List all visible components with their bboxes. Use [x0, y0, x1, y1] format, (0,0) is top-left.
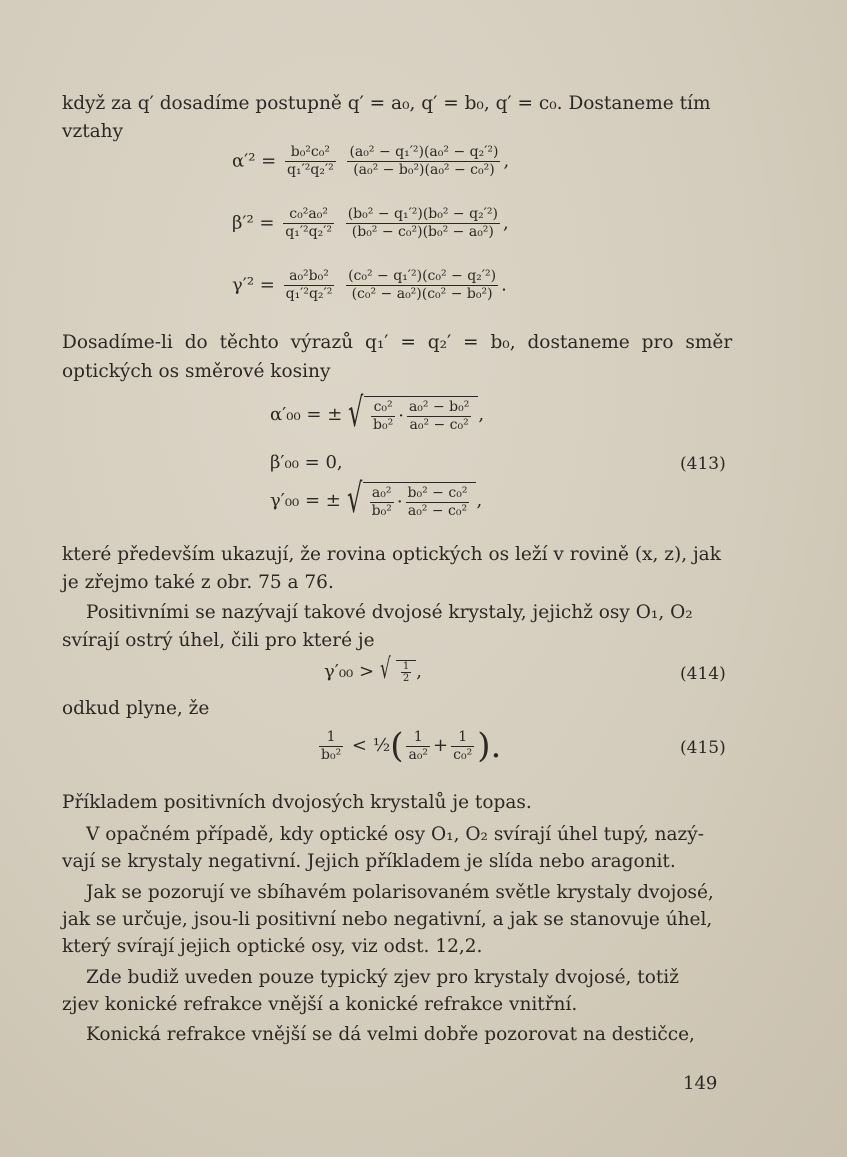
eq415-open-paren: (	[390, 726, 404, 766]
eq414-frac-num: 1	[402, 661, 410, 672]
eq413-gamma-tail: ,	[476, 490, 483, 511]
eq-gamma-num: (c₀² − q₁′²)(c₀² − q₂′²)	[348, 268, 497, 284]
intro-line-1: když za q′ dosadíme postupně q′ = a₀, q′ = b₀, q′ = c₀. Dostaneme tím	[62, 93, 711, 114]
radical-sign-icon: √	[379, 652, 391, 685]
equation-number-414: (414)	[680, 664, 726, 684]
para8-line-2: zjev konické refrakce vnější a konické refrakce vnitřní.	[62, 994, 578, 1015]
eq414-lhs: γ′₀₀ >	[324, 661, 375, 682]
eq-beta-lhs: β′² =	[232, 212, 275, 234]
equation-414	[324, 652, 422, 685]
eq-gamma-coef-num: a₀²b₀²	[284, 268, 335, 286]
eq-alpha-coef	[285, 144, 336, 179]
equation-number-415: (415)	[680, 738, 726, 758]
equation-beta	[232, 206, 509, 241]
eq-gamma-den: (c₀² − a₀²)(c₀² − b₀²)	[351, 286, 493, 302]
eq-alpha-den: (a₀² − b₀²)(a₀² − c₀²)	[353, 162, 495, 178]
eq413-alpha-f2	[407, 399, 471, 434]
eq413-alpha-f1-den: b₀²	[373, 417, 394, 433]
eq415-f2-den: a₀²	[408, 746, 429, 763]
eq-beta-coef-num: c₀²a₀²	[283, 206, 334, 224]
eq415-f3-den: c₀²	[453, 746, 473, 763]
equation-gamma	[232, 268, 507, 303]
equation-alpha	[232, 144, 509, 179]
eq415-f2-num: 1	[406, 729, 430, 747]
eq413-alpha-f1-num: c₀²	[371, 399, 395, 417]
eq413-gamma-f2-num: b₀² − c₀²	[407, 485, 468, 501]
eq414-tail: ,	[416, 661, 422, 682]
eq415-f1-num: 1	[319, 729, 343, 747]
para1-line-2: optických os směrové kosiny	[62, 361, 331, 382]
eq415-f3	[451, 729, 474, 764]
eq-gamma-coef	[284, 268, 335, 303]
equation-413-alpha	[270, 390, 485, 436]
equation-number-413: (413)	[680, 454, 726, 474]
para5-line-1: Příkladem positivních dvojosých krystalů je topas.	[62, 792, 532, 813]
eq413-alpha-f1	[371, 399, 395, 434]
eq415-f1-den: b₀²	[321, 746, 342, 763]
eq414-frac-den: 2	[402, 673, 410, 684]
sqrt-414	[379, 652, 416, 685]
page-number: 149	[683, 1073, 718, 1094]
eq413-alpha-tail: ,	[478, 404, 485, 425]
para7-line-3: který svírají jejich optické osy, viz odst. 12,2.	[62, 936, 483, 957]
equation-415	[316, 726, 501, 766]
para7-line-2: jak se určuje, jsou-li positivní nebo negativní, a jak se stanovuje úhel,	[62, 909, 713, 930]
radical-sign-icon: √	[348, 390, 364, 436]
eq415-op: <	[351, 735, 368, 756]
eq413-gamma-f2-den: a₀² − c₀²	[407, 503, 468, 519]
eq413-gamma-f1	[370, 485, 394, 520]
para8-line-1: Zde budiž uveden pouze typický zjev pro krystaly dvojosé, totiž	[86, 967, 679, 988]
eq-alpha-lhs: α′² =	[232, 150, 277, 172]
eq415-f2	[406, 729, 430, 764]
eq413-gamma-dot: ·	[396, 491, 403, 513]
eq415-f1	[319, 729, 343, 764]
eq-gamma-tail: .	[501, 274, 507, 296]
eq415-half: ½	[372, 735, 391, 756]
para9-line-1: Konická refrakce vnější se dá velmi dobře pozorovat na destičce,	[86, 1024, 695, 1045]
eq-gamma-lhs: γ′² =	[232, 274, 275, 296]
eq415-close-paren: ).	[477, 726, 502, 766]
radical-sign-icon: √	[346, 476, 362, 522]
eq415-f3-num: 1	[451, 729, 474, 747]
eq414-frac	[401, 661, 411, 684]
equation-413-beta: β′₀₀ = 0,	[270, 452, 343, 473]
sqrt-alpha	[348, 390, 478, 436]
eq-beta-coef-den: q₁′²q₂′²	[285, 224, 332, 240]
sqrt-gamma	[346, 476, 477, 522]
eq413-alpha-lhs: α′₀₀ = ±	[270, 404, 343, 425]
eq-beta-num: (b₀² − q₁′²)(b₀² − q₂′²)	[347, 206, 498, 222]
para4-line-1: odkud plyne, že	[62, 698, 210, 719]
para3-line-2: svírají ostrý úhel, čili pro které je	[62, 630, 375, 651]
para3-line-1: Positivními se nazývají takové dvojosé krystaly, jejichž osy O₁, O₂	[86, 602, 693, 623]
eq-beta-coef	[283, 206, 334, 241]
eq-alpha-main	[347, 144, 500, 179]
para6-line-2: vají se krystaly negativní. Jejich příkladem je slída nebo aragonit.	[62, 851, 676, 872]
eq413-gamma-f2	[406, 485, 470, 520]
intro-line-2: vztahy	[62, 121, 124, 142]
eq-gamma-main	[346, 268, 498, 303]
eq413-gamma-f1-num: a₀²	[370, 485, 394, 503]
eq-alpha-num: (a₀² − q₁′²)(a₀² − q₂′²)	[349, 144, 499, 160]
eq413-gamma-lhs: γ′₀₀ = ±	[270, 490, 341, 511]
eq-beta-tail: ,	[502, 212, 509, 234]
eq413-alpha-dot: ·	[398, 405, 404, 427]
eq413-alpha-f2-den: a₀² − c₀²	[409, 417, 469, 433]
eq413-gamma-f1-den: b₀²	[371, 503, 392, 519]
para6-line-1: V opačném případě, kdy optické osy O₁, O₂ svírají úhel tupý, nazý-	[86, 824, 704, 845]
eq-alpha-coef-num: b₀²c₀²	[285, 144, 336, 162]
eq413-alpha-f2-num: a₀² − b₀²	[408, 399, 470, 415]
eq-beta-main	[346, 206, 500, 241]
eq-alpha-tail: ,	[503, 150, 510, 172]
para7-line-1: Jak se pozorují ve sbíhavém polarisovaném světle krystaly dvojosé,	[86, 882, 714, 903]
para2-line-1: které především ukazují, že rovina optických os leží v rovině (x, z), jak	[62, 544, 721, 565]
eq-alpha-coef-den: q₁′²q₂′²	[287, 162, 334, 178]
para2-line-2: je zřejmo také z obr. 75 a 76.	[62, 572, 334, 593]
equation-413-gamma	[270, 476, 483, 522]
eq-gamma-coef-den: q₁′²q₂′²	[285, 286, 333, 302]
eq-beta-den: (b₀² − c₀²)(b₀² − a₀²)	[351, 224, 494, 240]
para1-line-1: Dosadíme-li do těchto výrazů q₁′ = q₂′ = b₀, dostaneme pro směr	[62, 332, 733, 353]
eq415-plus: +	[433, 735, 449, 756]
